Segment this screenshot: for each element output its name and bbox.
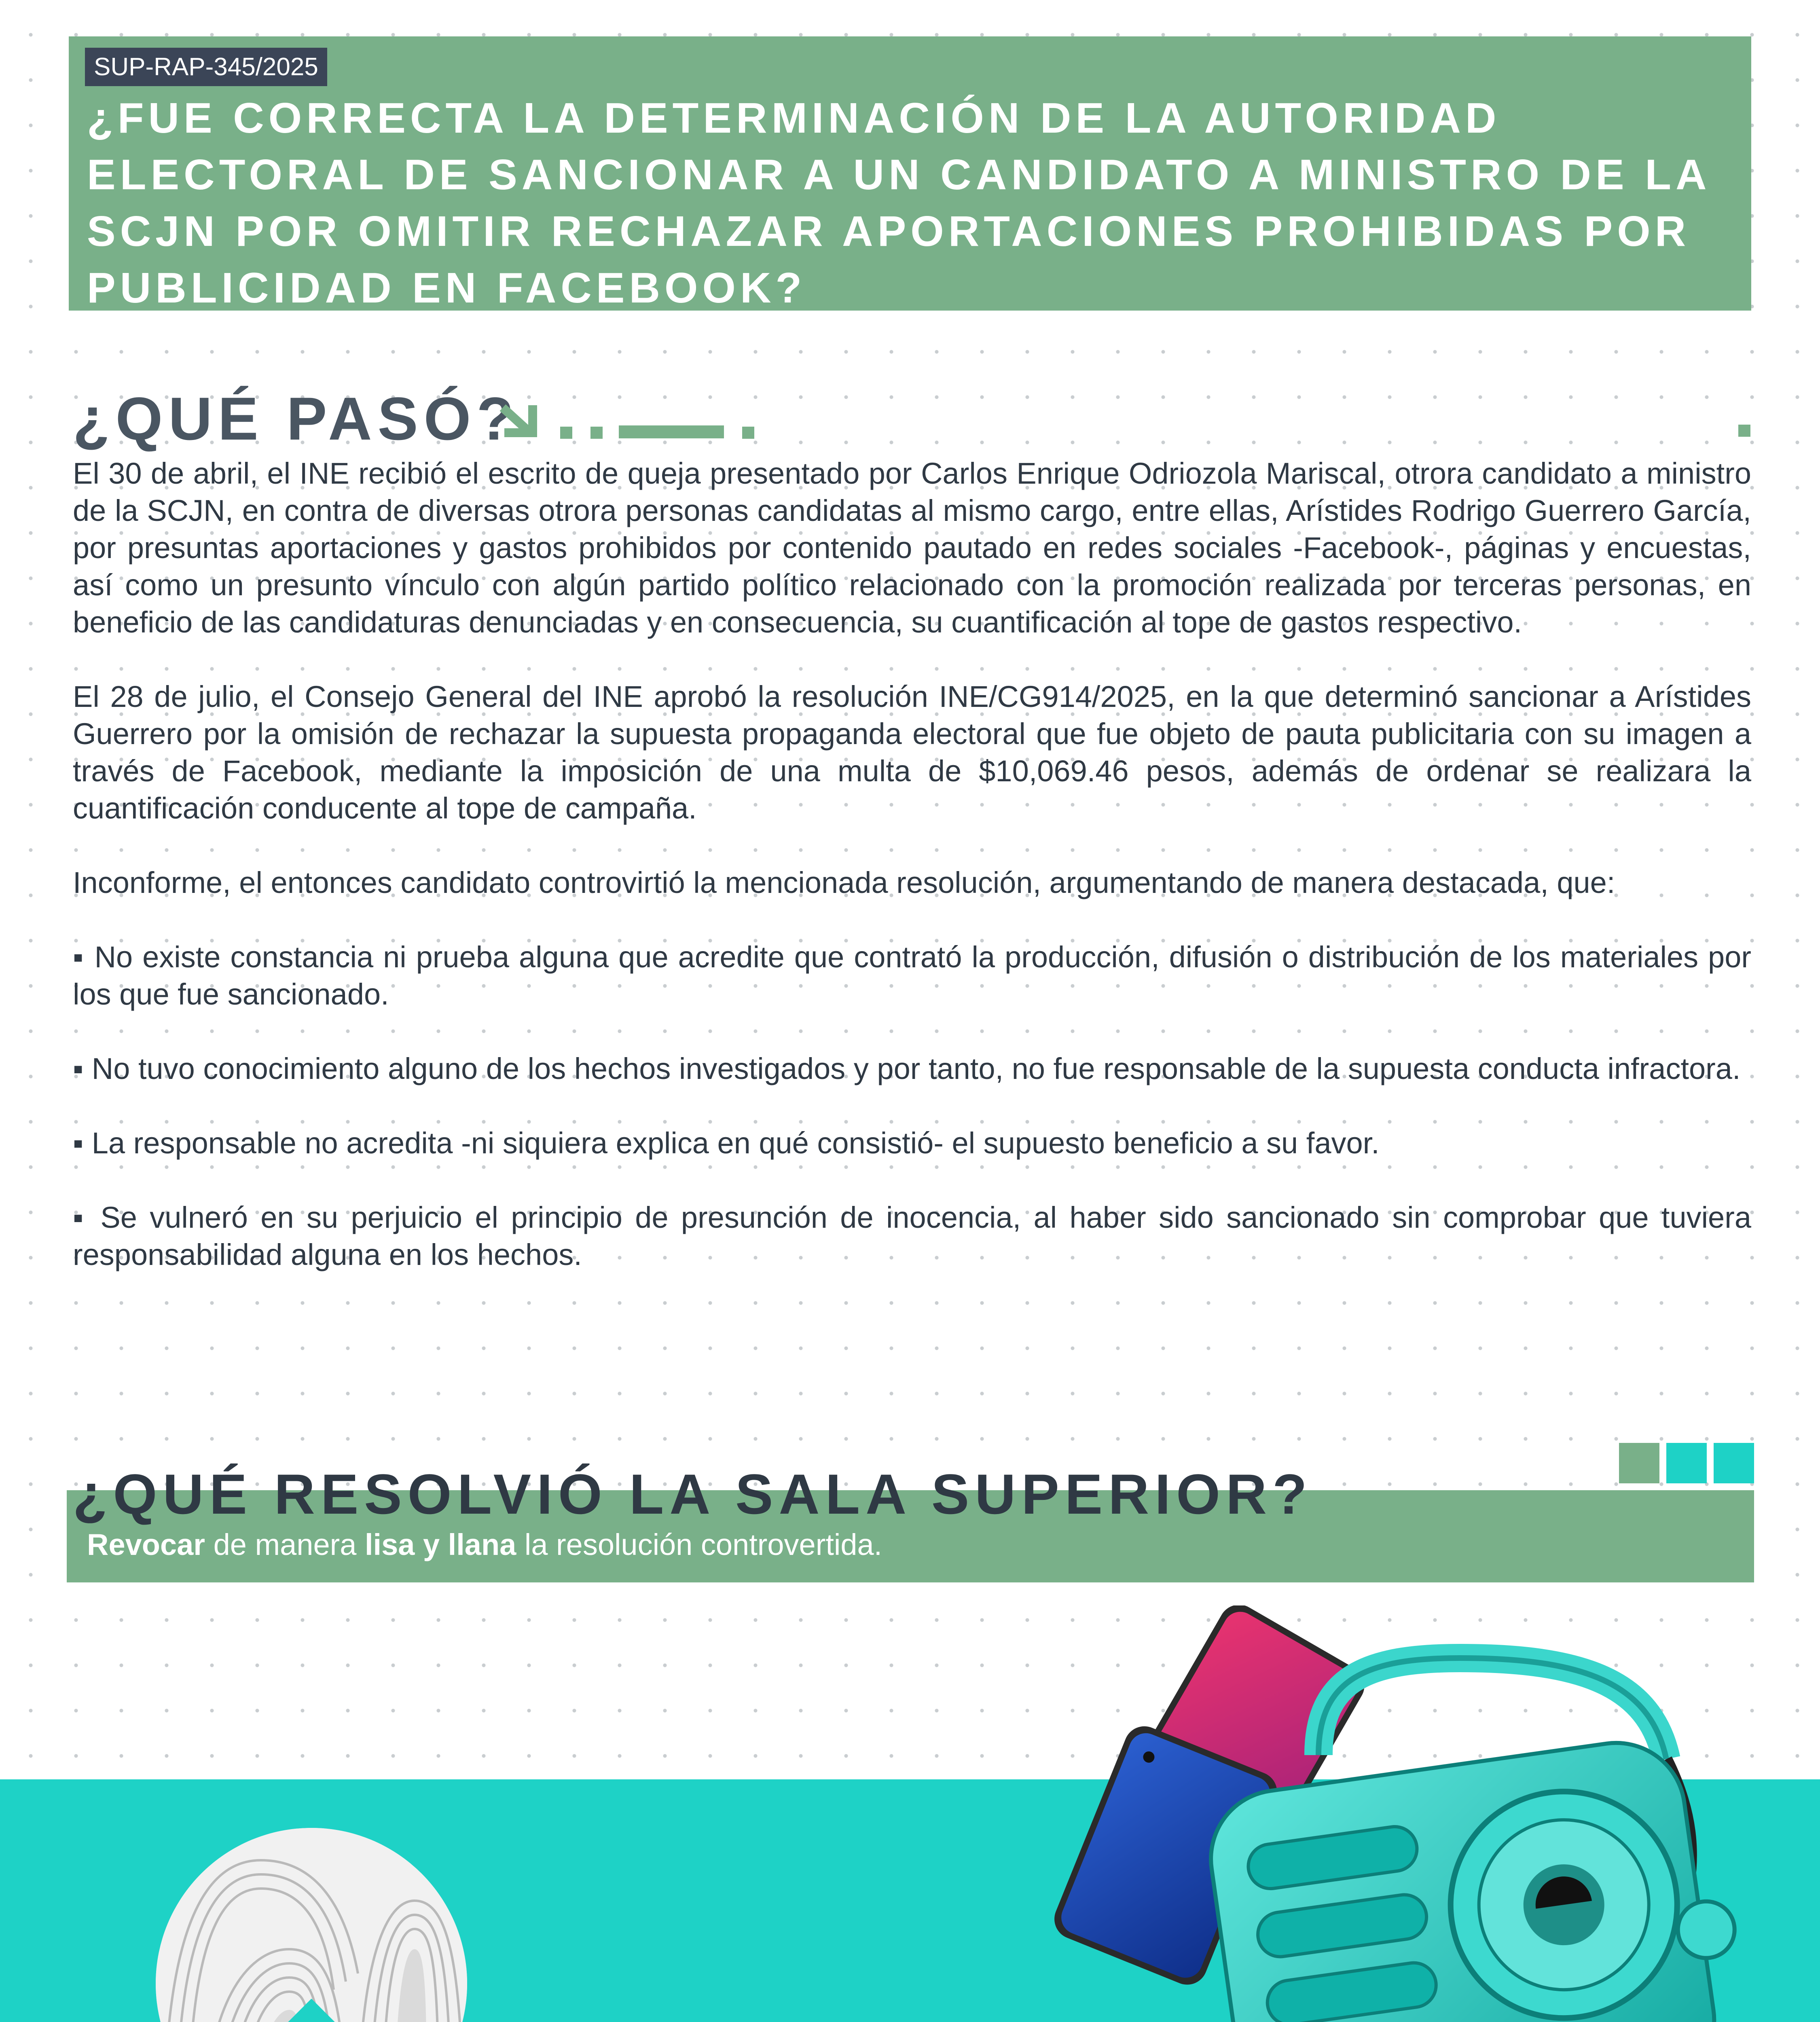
bullet-item: ▪ No existe constancia ni prueba alguna que acredite que contrató la producción, difusión o distribución de los materiales por los que fue sancionado. — [73, 940, 1751, 1011]
deco-dot — [560, 427, 572, 439]
bullet-item: ▪ Se vulneró en su perjuicio el principio de presunción de inocencia, al haber sido sancionado sin comprobar que tuviera responsabilidad alguna en los hechos. — [73, 1201, 1751, 1271]
resolution-connector: de manera — [205, 1528, 365, 1561]
deco-dot — [590, 427, 603, 439]
deco-dot — [1738, 425, 1750, 437]
deco-square — [1714, 1443, 1754, 1483]
radio-phones-illustration — [1035, 1605, 1763, 2022]
deco-square — [1619, 1443, 1659, 1483]
paragraph: El 30 de abril, el INE recibió el escrito de queja presentado por Carlos Enrique Odriozola Mariscal, otrora candidato a ministro de la SCJN, en contra de diversas otrora personas candidatas al mismo cargo, entre ellas, Arístides Rodrigo Guerrero García, por presuntas aportaciones y gastos prohibidos por contenido pautado en redes sociales -Facebook-, páginas y encuestas, así como un presunto vínculo con algún partido político relacionado con la promoción realizada por terceras personas, en beneficio de las candidaturas denunciadas y en consecuencia, su cuantificación al tope de gastos respectivo. — [73, 457, 1751, 639]
section-title-what-happened: ¿QUÉ PASÓ? — [73, 385, 519, 453]
resolution-verb: Revocar — [87, 1528, 205, 1561]
paragraph: Inconforme, el entonces candidato controvirtió la mencionada resolución, argumentando de manera destacada, que: — [73, 866, 1615, 899]
section-title-resolution: ¿QUÉ RESOLVIÓ LA SALA SUPERIOR? — [73, 1462, 1313, 1526]
case-tag: SUP-RAP-345/2025 — [85, 48, 327, 86]
resolution-emphasis: lisa y llana — [364, 1528, 516, 1561]
main-question: ¿FUE CORRECTA LA DETERMINACIÓN DE LA AUTORIDAD ELECTORAL DE SANCIONAR A UN CANDIDATO A MINISTRO DE LA SCJN POR OMITIR RECHAZAR APORTACIONES PROHIBIDAS POR PUBLICIDAD EN FACEBOOK? — [87, 94, 1710, 312]
deco-bar — [619, 425, 724, 438]
bullet-item: ▪ La responsable no acredita -ni siquiera explica en qué consistió- el supuesto beneficio a su favor. — [73, 1126, 1380, 1160]
deco-dot — [742, 427, 754, 439]
bullet-item: ▪ No tuvo conocimiento alguno de los hechos investigados y por tanto, no fue responsable de la supuesta conducta infractora. — [73, 1052, 1741, 1085]
resolution-object: la resolución controvertida. — [516, 1528, 882, 1561]
resolution-text — [87, 1527, 882, 1563]
arrow-down-right-icon — [495, 400, 542, 441]
paragraph: El 28 de julio, el Consejo General del INE aprobó la resolución INE/CG914/2025, en la que determinó sancionar a Arístides Guerrero por la omisión de rechazar la supuesta propaganda electoral que fue objeto de pauta publicitaria con su imagen a través de Facebook, mediante la imposición de una multa de $10,069.46 pesos, además de ordenar se realizara la cuantificación conducente al tope de campaña. — [73, 680, 1751, 825]
deco-square — [1666, 1443, 1707, 1483]
body-text — [73, 455, 1751, 1311]
